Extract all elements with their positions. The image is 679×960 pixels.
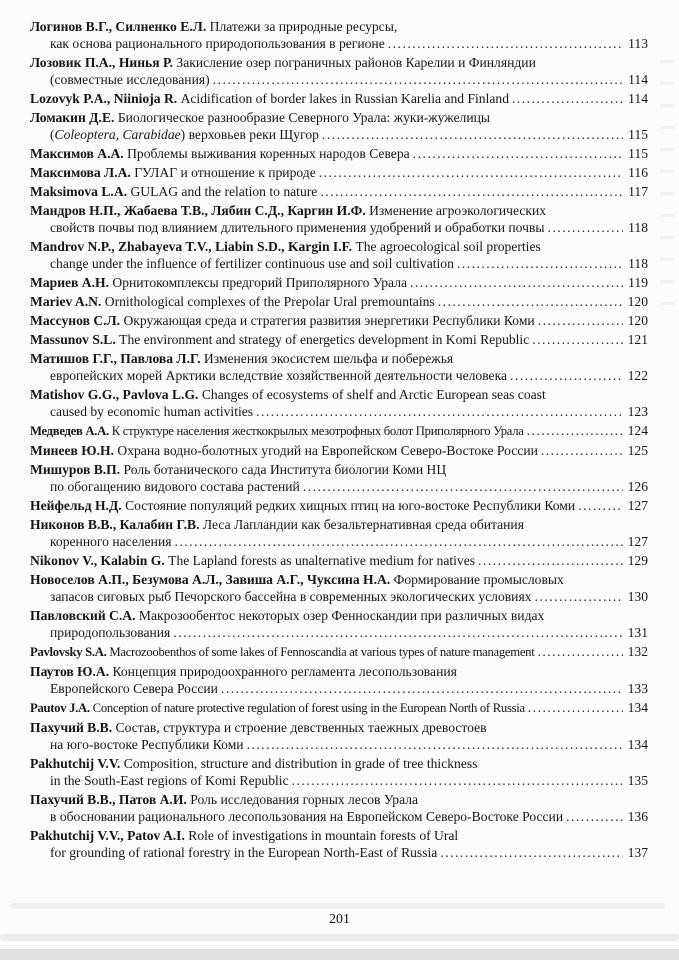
dot-leader [292, 772, 623, 789]
toc-entry-title: Acidification of border lakes in Russian Karelia and Finland [180, 91, 509, 106]
toc-entry-first-line [30, 386, 648, 403]
toc-entry-title-continuation: по обогащению видового состава растений [50, 479, 300, 494]
toc-entry-text [30, 109, 490, 126]
toc-entry-title: ГУЛАГ и отношение к природе [134, 165, 316, 180]
toc-entry-first-line [30, 755, 648, 772]
toc-entry-authors: Pakhutchij V.V. [30, 756, 124, 771]
scan-artifact-streak [0, 934, 679, 941]
toc-entry-page: 118 [628, 220, 648, 235]
toc-entry-text [30, 183, 317, 200]
toc-entry-title-continuation: запасов сиговых рыб Печорского бассейна в современных экологических условиях [50, 589, 532, 604]
toc-entry [30, 516, 648, 550]
toc-entry-first-line [30, 331, 648, 348]
toc-entry-title: Изменение агроэкологических [369, 203, 547, 218]
continuation-text: ( [50, 127, 55, 142]
toc-entry-authors: Мишуров В.П. [30, 462, 124, 477]
toc-entry-title-continuation: свойств почвы под влиянием длительного применения удобрений и обработки почвы [50, 220, 545, 235]
toc-entry [30, 54, 648, 88]
toc-entry [30, 791, 648, 825]
dot-leader [320, 183, 623, 200]
toc-entry-page: 127 [627, 534, 648, 549]
toc-entry-first-line [30, 274, 648, 291]
toc-entry-page: 136 [627, 809, 648, 824]
dot-leader [221, 680, 623, 697]
toc-entry [30, 164, 648, 181]
toc-entry-continuation-line [30, 367, 648, 384]
toc-entry-page: 132 [627, 644, 648, 659]
toc-entry-first-line [30, 699, 648, 717]
toc-entry-first-line [30, 422, 648, 440]
toc-entry-continuation-line [30, 772, 648, 789]
scan-artifact-streak [10, 903, 665, 909]
toc-entry-continuation-line [30, 533, 648, 550]
continuation-text: ) верховьев реки Щугор [180, 127, 319, 142]
toc-entry [30, 699, 648, 717]
dot-leader [440, 844, 622, 861]
toc-entry-text [30, 164, 316, 181]
toc-entry-first-line [30, 293, 648, 310]
toc-entry-authors: Nikonov V., Kalabin G. [30, 553, 169, 568]
toc-entry-title-continuation: природопользования [50, 625, 171, 640]
toc-entry-title-continuation: Европейского Севера России [50, 681, 218, 696]
toc-entry-title: Состав, структура и строение девственных таежных древостоев [115, 720, 487, 735]
toc-entry-first-line [30, 18, 648, 35]
toc-entry [30, 90, 648, 107]
dot-leader [322, 126, 623, 143]
toc-entry [30, 331, 648, 348]
toc-entry-first-line [30, 497, 648, 514]
toc-entry-first-line [30, 238, 648, 255]
dot-leader [173, 624, 622, 641]
dot-leader [388, 35, 623, 52]
toc-entry-title: Формирование промысловых [393, 572, 564, 587]
dot-leader [303, 478, 623, 495]
toc-entry-authors: Павловский С.А. [30, 608, 139, 623]
toc-entry-continuation-line [30, 126, 648, 143]
toc-entry-authors: Новоселов А.П., Безумова А.Л., Завиша А.Г., Чуксина Н.А. [30, 572, 394, 587]
toc-entry-page: 122 [627, 368, 648, 383]
toc-entry-title: Биологическое разнообразие Северного Урала: жуки-жужелицы [117, 110, 491, 125]
dot-leader [535, 588, 623, 605]
toc-entry-first-line [30, 90, 648, 107]
toc-entry [30, 827, 648, 861]
toc-entry [30, 109, 648, 143]
toc-entry-authors: Lozovyk P.A., Niinioja R. [30, 91, 181, 106]
toc-entry [30, 663, 648, 697]
dot-leader [478, 552, 623, 569]
toc-entry-authors: Логинов В.Г., Силненко Е.Л. [30, 19, 210, 34]
toc-entry-authors: Мандров Н.П., Жабаева Т.В., Лябин С.Д., Каргин И.Ф. [30, 203, 370, 218]
toc-entry-title: Role of investigations in mountain forests of Ural [188, 828, 459, 843]
toc-list [30, 18, 648, 863]
toc-entry-text [30, 54, 536, 71]
toc-entry-title: Роль исследования горных лесов Урала [190, 792, 419, 807]
toc-entry-text [30, 90, 509, 107]
toc-entry [30, 350, 648, 384]
toc-entry-text [30, 719, 487, 736]
toc-entry-continuation-line [30, 680, 648, 697]
toc-entry-page: 129 [627, 553, 648, 568]
toc-entry-authors: Пахучий В.В. [30, 720, 116, 735]
toc-entry [30, 755, 648, 789]
toc-entry [30, 442, 648, 459]
scan-artifact-edge [660, 60, 674, 320]
toc-entry-text [30, 755, 477, 772]
toc-entry-page: 116 [628, 165, 648, 180]
toc-entry-first-line [30, 164, 648, 181]
toc-entry-text [30, 202, 546, 219]
toc-entry-title: Изменения экосистем шельфа и побережья [203, 351, 454, 366]
dot-leader [578, 497, 622, 514]
toc-entry-authors: Массунов С.Л. [30, 313, 124, 328]
scan-artifact-band [0, 949, 679, 960]
toc-entry [30, 18, 648, 52]
toc-entry-text [30, 516, 524, 533]
toc-entry-title: Composition, structure and distribution in grade of tree thickness [123, 756, 478, 771]
toc-entry-first-line [30, 516, 648, 533]
toc-entry-authors: Максимов А.А. [30, 146, 128, 161]
dot-leader [410, 274, 623, 291]
toc-entry-text [30, 238, 541, 255]
toc-entry-continuation-line [30, 478, 648, 495]
toc-entry-text [30, 644, 534, 661]
toc-entry-page: 131 [627, 625, 648, 640]
toc-entry-authors: Максимова Л.А. [30, 165, 135, 180]
toc-entry-text [30, 461, 446, 478]
toc-entry-continuation-line [30, 219, 648, 236]
toc-entry-text [30, 293, 435, 310]
toc-entry-text [30, 312, 535, 329]
toc-entry [30, 643, 648, 661]
dot-leader [319, 164, 623, 181]
toc-entry-page: 126 [627, 479, 648, 494]
toc-entry-title: Ornithological complexes of the Prepolar Ural premountains [104, 294, 435, 309]
toc-entry-authors: Pavlovsky S.A. [30, 645, 110, 659]
dot-leader [247, 736, 623, 753]
toc-entry-page: 115 [628, 146, 648, 161]
toc-entry-page: 120 [627, 294, 648, 309]
toc-entry-first-line [30, 145, 648, 162]
toc-entry-authors: Матишов Г.Г., Павлова Л.Г. [30, 351, 204, 366]
toc-entry-page: 133 [627, 681, 648, 696]
dot-leader [510, 367, 623, 384]
toc-entry-title: Роль ботанического сада Института биологии Коми НЦ [123, 462, 447, 477]
toc-entry [30, 202, 648, 236]
toc-entry-continuation-line [30, 844, 648, 861]
toc-entry [30, 719, 648, 753]
toc-entry-text [30, 145, 410, 162]
toc-entry [30, 274, 648, 291]
toc-entry-continuation-line [30, 808, 648, 825]
toc-entry-title: Conception of nature protective regulation of forest using in the European North of Russia [92, 701, 525, 715]
toc-entry-first-line [30, 552, 648, 569]
toc-entry-page: 121 [627, 332, 648, 347]
toc-entry-first-line [30, 183, 648, 200]
toc-entry-first-line [30, 571, 648, 588]
toc-entry-page: 123 [627, 404, 648, 419]
toc-entry-continuation-line [30, 255, 648, 272]
toc-entry-title-continuation: in the South-East regions of Komi Republic [50, 773, 289, 788]
toc-entry-page: 130 [627, 589, 648, 604]
toc-entry-title: Macrozoobenthos of some lakes of Fennoscandia at various types of nature management [109, 645, 535, 659]
toc-entry-continuation-line [30, 588, 648, 605]
toc-entry-text [30, 274, 407, 291]
toc-entry-title: The agroecological soil properties [355, 239, 541, 254]
toc-entry-page: 124 [627, 423, 648, 438]
toc-entry-text [30, 571, 564, 588]
toc-entry-page: 117 [628, 184, 648, 199]
toc-entry-title: Закисление озер пограничных районов Карелии и Финляндии [176, 55, 536, 70]
toc-entry [30, 145, 648, 162]
toc-entry-text [30, 827, 458, 844]
toc-entry [30, 312, 648, 329]
toc-entry-text [30, 607, 544, 624]
toc-entry-title: Охрана водно-болотных угодий на Европейском Северо-Востоке России [117, 443, 538, 458]
toc-entry-title: Состояние популяций редких хищных птиц на юго-востоке Республики Коми [125, 498, 576, 513]
page-number: 201 [329, 912, 350, 927]
toc-entry-text [30, 331, 529, 348]
toc-entry-page: 137 [627, 845, 648, 860]
toc-entry [30, 552, 648, 569]
toc-entry-authors: Pautov J.A. [30, 701, 93, 715]
toc-entry-first-line [30, 312, 648, 329]
toc-entry-title: Платежи за природные ресурсы, [209, 19, 398, 34]
toc-entry-title: The Lapland forests as unalternative medium for natives [168, 553, 476, 568]
toc-entry-first-line [30, 607, 648, 624]
toc-entry-authors: Mariev A.N. [30, 294, 105, 309]
toc-entry-continuation-line [30, 403, 648, 420]
dot-leader [438, 293, 623, 310]
toc-entry-title-continuation: (совместные исследования) [50, 72, 210, 87]
toc-entry-authors: Maksimova L.A. [30, 184, 131, 199]
toc-entry-authors: Никонов В.В., Калабин Г.В. [30, 517, 203, 532]
toc-entry-text [30, 791, 418, 808]
toc-entry-authors: Pakhutchij V.V., Patov A.I. [30, 828, 189, 843]
dot-leader [538, 312, 623, 329]
toc-entry-title: К структуре населения жесткокрылых мезотрофных болот Приполярного Урала [111, 424, 524, 438]
dot-leader [256, 403, 623, 420]
toc-entry-page: 134 [627, 737, 648, 752]
toc-entry [30, 607, 648, 641]
toc-entry-title: Леса Лапландии как безальтернативная среда обитания [202, 517, 524, 532]
toc-entry-text [30, 700, 525, 717]
toc-entry-first-line [30, 643, 648, 661]
toc-entry-text [30, 497, 575, 514]
dot-leader [457, 255, 623, 272]
toc-entry-text [30, 663, 457, 680]
toc-entry-authors: Matishov G.G., Pavlova L.G. [30, 387, 202, 402]
page-footer [0, 912, 679, 928]
toc-entry-first-line [30, 663, 648, 680]
toc-entry-continuation-line [30, 624, 648, 641]
latin-species-italic: Coleoptera, Carabidae [54, 127, 181, 142]
toc-entry [30, 238, 648, 272]
toc-entry-first-line [30, 719, 648, 736]
dot-leader [512, 90, 623, 107]
dot-leader [537, 643, 622, 660]
dot-leader [174, 533, 622, 550]
toc-entry-authors: Нейфельд Н.Д. [30, 498, 126, 513]
toc-entry-page: 135 [627, 773, 648, 788]
toc-entry [30, 461, 648, 495]
toc-entry [30, 183, 648, 200]
toc-entry-title-continuation: коренного населения [50, 534, 172, 549]
toc-entry-title: Окружающая среда и стратегия развития энергетики Республики Коми [123, 313, 535, 328]
toc-entry-continuation-line [30, 71, 648, 88]
dot-leader [413, 145, 623, 162]
toc-entry-continuation-line [30, 35, 648, 52]
toc-entry-page: 120 [627, 313, 648, 328]
toc-entry-authors: Мариев А.Н. [30, 275, 113, 290]
toc-entry-first-line [30, 791, 648, 808]
toc-entry-page: 127 [627, 498, 648, 513]
toc-entry-first-line [30, 350, 648, 367]
toc-entry-first-line [30, 827, 648, 844]
toc-entry-page: 134 [627, 700, 648, 715]
toc-entry-authors: Медведев А.А. [30, 424, 112, 438]
toc-entry-title-continuation: caused by economic human activities [50, 404, 254, 419]
dot-leader [213, 71, 623, 88]
dot-leader [527, 422, 623, 439]
toc-entry-page: 125 [627, 443, 648, 458]
dot-leader [541, 442, 623, 459]
toc-entry-title-continuation [50, 126, 319, 143]
toc-entry-title: Орнитокомплексы предгорий Приполярного Урала [112, 275, 408, 290]
toc-entry-page: 118 [628, 256, 648, 271]
toc-entry-title-continuation: европейских морей Арктики вследствие хозяйственной деятельности человека [50, 368, 508, 383]
toc-entry-title: The environment and strategy of energetics development in Komi Republic [119, 332, 530, 347]
toc-entry-first-line [30, 54, 648, 71]
toc-entry [30, 497, 648, 514]
toc-entry-first-line [30, 109, 648, 126]
toc-entry-first-line [30, 442, 648, 459]
toc-entry [30, 386, 648, 420]
toc-entry-text [30, 442, 538, 459]
toc-entry-title: Проблемы выживания коренных народов Севера [127, 146, 410, 161]
toc-entry-authors: Massunov S.L. [30, 332, 120, 347]
toc-entry-text [30, 552, 475, 569]
toc-entry-title-continuation: for grounding of rational forestry in the European North-East of Russia [50, 845, 438, 860]
toc-entry-title-continuation: в обосновании рационального лесопользования на Европейском Северо-Востоке России [50, 809, 564, 824]
toc-entry-title: Changes of ecosystems of shelf and Arctic European seas coast [201, 387, 546, 402]
dot-leader [548, 219, 624, 236]
toc-entry-authors: Mandrov N.P., Zhabayeva T.V., Liabin S.D., Kargin I.F. [30, 239, 356, 254]
toc-entry-title: Концепция природоохранного регламента лесопользования [112, 664, 457, 679]
toc-entry-authors: Лозовик П.А., Нинья Р. [30, 55, 177, 70]
toc-entry-text [30, 386, 546, 403]
toc-entry-page: 115 [628, 127, 648, 142]
toc-entry-authors: Пахучий В.В., Патов А.И. [30, 792, 191, 807]
toc-entry-first-line [30, 202, 648, 219]
toc-entry-authors: Ломакин Д.Е. [30, 110, 118, 125]
toc-entry [30, 422, 648, 440]
dot-leader [566, 808, 623, 825]
toc-entry-title: Макрозообентос некоторых озер Фенноскандии при различных видах [138, 608, 545, 623]
toc-entry [30, 293, 648, 310]
toc-entry-continuation-line [30, 736, 648, 753]
toc-entry-title-continuation: на юго-востоке Республики Коми [50, 737, 244, 752]
toc-entry-page: 119 [628, 275, 648, 290]
toc-entry-text [30, 350, 453, 367]
toc-entry-title-continuation: как основа рационального природопользования в регионе [50, 36, 385, 51]
toc-entry [30, 571, 648, 605]
toc-entry-page: 113 [628, 36, 648, 51]
dot-leader [528, 699, 623, 716]
toc-entry-authors: Паутов Ю.А. [30, 664, 113, 679]
toc-entry-page: 114 [628, 72, 648, 87]
toc-entry-authors: Минеев Ю.Н. [30, 443, 118, 458]
dot-leader [532, 331, 622, 348]
toc-entry-title-continuation: change under the influence of fertilizer continuous use and soil cultivation [50, 256, 454, 271]
toc-entry-title: GULAG and the relation to nature [130, 184, 318, 199]
toc-entry-text [30, 18, 397, 35]
toc-entry-page: 114 [628, 91, 648, 106]
toc-entry-text [30, 423, 524, 440]
toc-entry-first-line [30, 461, 648, 478]
